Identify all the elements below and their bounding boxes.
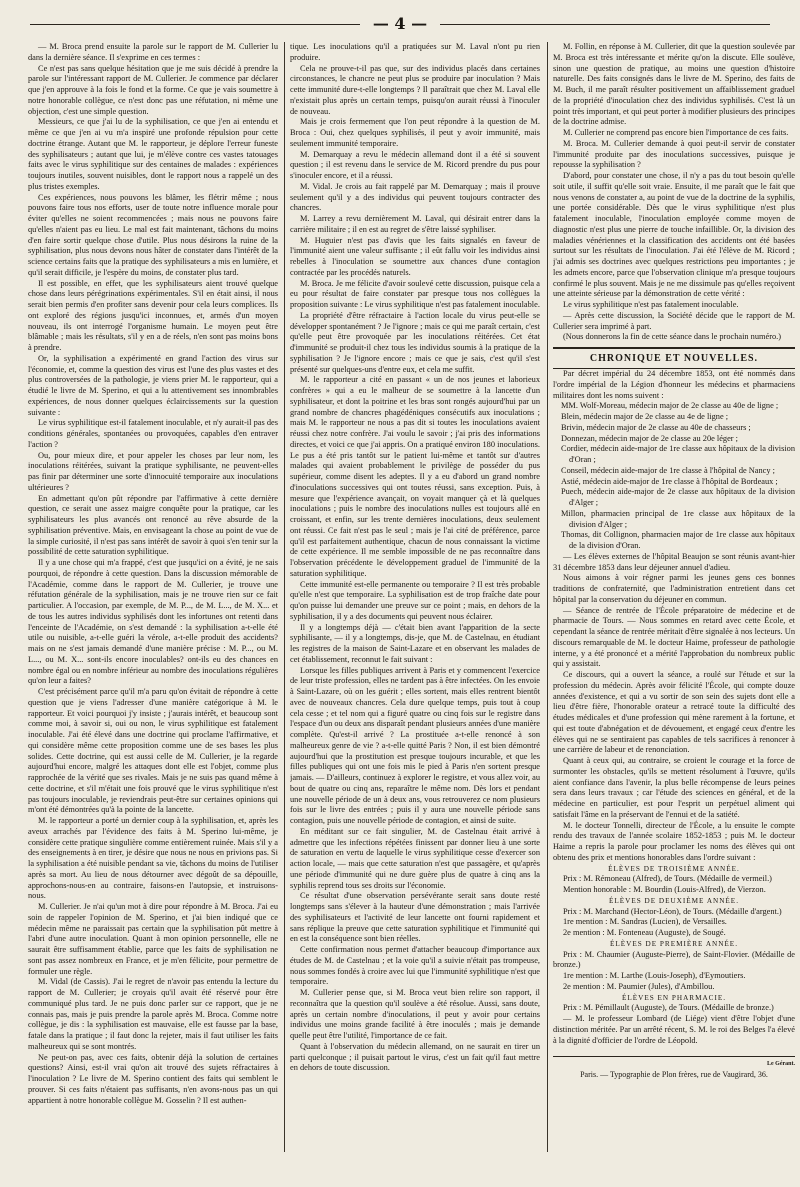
prize-line: 2e mention : M. Paumier (Jules), d'Ambillou.	[563, 981, 715, 991]
paragraph: M. Cullerier. Je n'ai qu'un mot à dire pour répondre à M. Broca. J'ai eu soin de rappeler l'opinion de M. Sperino, et j'ai bien indiqué que ce médecin même ne paraissait pas certain que la syphilisation pût mettre à l'abri d'une autre inoculation. Quant à mon opinion personnelle, elle ne saurait être suffisamment établie, parce que les faits de syphilisation ne sont pas assez nombreux en France, et je m'en félicite, pour permettre de formuler une règle.	[28, 902, 278, 976]
paragraph: Cela ne prouve-t-il pas que, sur des individus placés dans certaines circonstances, le chancre ne peut plus se produire par inoculation ? Mais cette immunité dure-t-elle longtemps ? Il paraîtrait que chez M. Laval elle n'existait plus après un certain temps, puisqu'on aurait réussi à l'inoculer de nouveau.	[290, 63, 540, 116]
list-item: Cordier, médecin aide-major de 1re classe aux hôpitaux de la division d'Oran ;	[561, 444, 795, 464]
paragraph: Ce résultat d'une observation persévérante serait sans doute resté longtemps sans s'élever à la hauteur d'une démonstration ; mais l'arrivée des syphilisateurs et l'activité de leur lancette ont fourni rapidement et sans réplique la preuve que cette saturation syphilitique et l'immunité qui en est la conséquence sont bien réelles.	[290, 891, 540, 944]
list-item: Donnezan, médecin major de 2e classe au 20e léger ;	[561, 433, 738, 443]
paragraph: Par décret impérial du 24 décembre 1853, ont été nommés dans l'ordre impérial de la Légion d'honneur les médecins et pharmaciens militaires dont les noms suivent :	[553, 369, 795, 400]
prize-heading: ÉLÈVES EN PHARMACIE.	[621, 993, 727, 1002]
column-1	[28, 42, 278, 1152]
paragraph: Le virus syphilitique est-il fatalement inoculable, et n'y aurait-il pas des conditions générales, spontanées ou provoquées, capables d'en entraver l'action ?	[28, 418, 278, 449]
paragraph: — Séance de rentrée de l'École préparatoire de médecine et de pharmacie de Tours. — Nous sommes en retard avec cette École, et cependant la séance de rentrée méritait d'être signalée à nos lecteurs. Un discours remarquable de M. le docteur Haime, professeur de pathologie interne, y a été prononcé et a mérité l'approbation du nombreux public qui y assistait.	[553, 605, 795, 669]
paragraph: Mais je crois fermement que l'on peut répondre à la question de M. Broca : Oui, chez quelques syphilisés, il peut y avoir immunité, mais seulement immunité temporaire.	[290, 117, 540, 148]
imprint-gerant: Le Gérant.	[767, 1061, 795, 1068]
prize-line: Prix : M. Marchand (Hector-Léon), de Tours. (Médaille d'argent.)	[563, 906, 782, 916]
paragraph: M. Vidal. Je crois au fait rappelé par M. Demarquay ; mais il prouve seulement qu'il y a des individus qui peuvent toujours contracter des chancres.	[290, 181, 540, 213]
paragraph: (Nous donnerons la fin de cette séance dans le prochain numéro.)	[563, 332, 782, 342]
paragraph: — M. Broca prend ensuite la parole sur le rapport de M. Cullerier lu dans la dernière séance. Il s'exprime en ces termes :	[28, 42, 278, 62]
paragraph: — M. le professeur Lombard (de Liége) vient d'être l'objet d'une distinction méritée. Par un arrêté récent, S. M. le roi des Belges l'a élevé à la dignité d'officier de l'ordre de Léopold.	[553, 1014, 795, 1045]
paragraph: — Les élèves externes de l'hôpital Beaujon se sont réunis avant-hier 31 décembre 1853 dans leur déjeuner annuel d'adieu.	[553, 551, 795, 572]
paragraph: Ces expériences, nous pouvons les blâmer, les flétrir même ; nous pouvons faire tous nos efforts, user de toute notre influence morale pour éviter qu'elles ne soient recommencées ; mais nous ne pouvons faire qu'elles n'aient pas eu lieu. Le mal est fait maintenant, tâchons du moins d'en faire sortir quelque chose d'utile. Plus nous désirons la ruine de la syphilisation, plus nous devons nous hâter de constater dans l'intérêt de la science certains faits que la pratique des syphilisateurs a mis en lumière, et qu'il serait difficile, je l'espère du moins, de constater plus tard.	[28, 192, 278, 277]
paragraph: M. Broca. M. Cullerier demande à quoi peut-il servir de constater l'immunité produite par des inoculations successives, puisque je repousse la syphilisation ?	[553, 138, 795, 170]
list-item: Millon, pharmacien principal de 1re classe aux hôpitaux de la division d'Alger ;	[561, 508, 795, 529]
prize-line: 1re mention : M. Sandras (Lucien), de Versailles.	[563, 917, 727, 927]
paragraph: tique. Les inoculations qu'il a pratiquées sur M. Laval n'ont pu rien produire.	[290, 42, 540, 62]
paragraph: La propriété d'être réfractaire à l'action locale du virus peut-elle se développer spontanément ? Je l'ignore ; mais ce qui me paraît certain, c'est qu'elle peut être provoquée par les inoculations réitérées. Cet état d'immunité se produit-il chez tous les individus soumis à la pratique de la syphilisation ? Je l'ignore encore ; mais ce que je sais, c'est qu'il s'est présenté sur quelques-uns d'entre eux, et cela me suffit.	[290, 310, 540, 374]
paragraph: En admettant qu'on pût répondre par l'affirmative à cette dernière question, ce serait une assez maigre conquête pour la pratique, car les syphilisateurs les plus avancés ont renoncé au rêve absurde de la syphilisation préventive. Mais, en envisageant la chose au point de vue de la simple curiosité, il n'est pas sans intérêt de savoir à quoi s'en tenir sur la possibilité de cette saturation syphilitique.	[28, 493, 278, 557]
paragraph: Ce discours, qui a ouvert la séance, a roulé sur l'étude et sur la profession du médecin. Après avoir félicité l'École, qui compte douze années d'existence, et qui a vu sortir de son sein des sujets dont elle a lieu d'être fière, l'honorable orateur a retracé toute la difficulté des études médicales et d'une profession qui mène rarement à la fortune, et qui est toute d'abnégation et de dévouement, et engagé ceux d'entre les élèves qui ne se sentiraient pas capables de tels sacrifices à renoncer à une carrière de labeur et de renonciation.	[553, 670, 795, 755]
prize-line: 2e mention : M. Fonteneau (Auguste), de Sougé.	[563, 928, 726, 937]
paragraph: Messieurs, ce que j'ai lu de la syphilisation, ce que j'en ai entendu et même ce que j'en ai vu m'a inspiré une profonde répulsion pour cette doctrine étrange. Autant que M. le rapporteur, je déplore l'erreur funeste des syphilisateurs ; autant que lui, je m'élève contre ces vastes tatouages faits avec le virus syphilitique sur des centaines de malades : expériences toujours inutiles, souvent nuisibles, dont le rapport nous a rappelé un des plus tristes exemples.	[28, 117, 278, 191]
paragraph: Ne peut-on pas, avec ces faits, obtenir déjà la solution de certaines questions? Ainsi, est-il vrai qu'on ait trouvé des sujets réfractaires à l'inoculation ? Le livre de M. Sperino contient des faits qui semblent le prouver. Si ces faits n'étaient pas suffisants, n'en avons-nous pas un qui appartient à notre honorable collègue M. Gosselin ? Il est authen-	[28, 1052, 278, 1105]
list-item: Brivin, médecin major de 2e classe au 40e de chasseurs ;	[561, 422, 751, 432]
paragraph: Cette immunité est-elle permanente ou temporaire ? Il est très probable qu'elle n'est que temporaire. La syphilisation est de trop fraîche date pour qu'on puisse lui demander une preuve sur ce point ; mais, en dehors de la syphilisation, il y a des documents qui peuvent nous éclairer.	[290, 579, 540, 621]
list-item: MM. Wolf-Moreau, médecin major de 2e classe au 40e de ligne ;	[561, 401, 779, 411]
paragraph: M. Vidal (de Cassis). J'ai le regret de n'avoir pas entendu la lecture du rapport de M. Cullerier; je croyais qu'il avait été réservé pour être communiqué plus tard. Je ne puis donc parler sur ce rapport, que je ne connais pas, mais je puis prendre la parole après M. Broca. Comme notre collègue, je dis : la syphilisation est mauvaise, elle est fausse par la base, fatale dans la pratique ; il faut donc la rejeter, mais il faut utiliser les faits malheureux qui se sont montrés.	[28, 977, 278, 1051]
paragraph: Il y a une chose qui m'a frappé, c'est que jusqu'ici on a évité, je ne sais pourquoi, de répondre à cette question. Dans la discussion mémorable de l'Académie, comme dans le rapport de M. Cullerier, je trouve une réfutation générale de la syphilisation, mais je ne trouve rien sur ce fait particulier. A l'occasion, par exemple, de M. P..., de M. L..., de M. X... et de tous les autres individus syphilisés dont les infortunes ont retenti dans l'enceinte de l'Académie, on s'est demandé : la syphilisation a-t-elle été utile ou nuisible, a-t-elle guéri la vérole, a-t-elle produit des accidents? mais on ne s'est jamais demandé d'une manière précise : M. P..., ou M. L..., ou M. X... sont-ils encore inoculables? ont-ils eu des chances en nombre égal ou en nombre inférieur au nombre des inoculations régulières qu'on leur a faites?	[28, 558, 278, 686]
paragraph: Nous aimons à voir régner parmi les jeunes gens ces bonnes traditions de confraternité, que l'administration entretient dans cet hôpital par la conservation du déjeuner en commun.	[553, 573, 795, 604]
column-divider	[547, 42, 548, 1152]
paragraph: En méditant sur ce fait singulier, M. de Castelnau était arrivé à admettre que les infections répétées finissent par donner lieu à une sorte de saturation en vertu de laquelle le virus syphilitique cesse d'exercer son action locale, — mais que cette saturation n'est que passagère, et qu'après une période d'immunité qui ne dure guère plus de quatre à cinq ans la syphilis reprend tous ses droits sur l'économie.	[290, 826, 540, 890]
paragraph: M. le rapporteur a cité en passant « un de nos jeunes et laborieux confrères » qui a eu le malheur de se soumettre à la lancette d'un syphilisateur, et dont la poitrine et les bras sont rongés aujourd'hui par un grand nombre de chancres phagédéniques consécutifs aux inoculations ; mais M. le rapporteur ne nous a pas dit si toutes les inoculations avaient réussi chez notre confrère. J'ai voulu le savoir ; j'ai pris des informations directes, et voici ce que j'ai appris. On a pratiqué environ 180 inoculations. Le pus a été pris tantôt sur le patient lui-même et tantôt sur d'autres malades qui avaient probablement le privilège de posséder du pus supérieur, comme disent les adeptes. Il y a eu d'abord un grand nombre d'inoculations successives qui ont toutes réussi, sans exception. Puis, à mesure que l'expérience avançait, on voyait manquer çà et là quelques inoculations ; puis le nombre des inoculations nulles est toujours allé en croissant, et enfin, sur les trente dernières inoculations, deux seulement ont réussi. Ce fait n'est pas le seul ; mais je l'ai cité de préférence, parce qu'il est parfaitement authentique, chacun de nous connaissant la victime de cette expérience. Il me semble impossible de ne pas reconnaître dans l'observation précédente le développement graduel de l'immunité de la saturation syphilitique.	[290, 375, 540, 578]
paragraph: C'est précisément parce qu'il m'a paru qu'on évitait de répondre à cette question que je viens l'adresser d'une manière catégorique à M. le rapporteur. Et voici pourquoi j'y insiste ; j'aurais intérêt, et beaucoup sont comme moi, à savoir si, oui ou non, le virus syphilitique est fatalement inoculable. J'ai été élevé dans une doctrine qui proclame l'affirmative, et qui considère même cette proposition comme une de ses bases les plus solides. Cette doctrine, qui est aussi celle de M. Cullerier, je la regarde aujourd'hui encore, malgré les attaques dont elle est l'objet, comme plus rapprochée de la vérité que ses rivales. Mais je ne suis pas quand même à cette doctrine, et s'il m'était une fois prouvé que le virus syphilitique n'est pas toujours inoculable, je reviendrais peut-être sur certaines opinions qui m'ont été démontrées qu'à la pointe de la lancette.	[28, 687, 278, 815]
paragraph: Lorsque les filles publiques arrivent à Paris et y commencent l'exercice de leur triste profession, elles ne tardent pas à être infectées. On les envoie à Saint-Lazare, où on les guérit ; elles sortent, mais elles rentrent bientôt avec de nouveaux chancres. Cela dure quelque temps, puis tout à coup cela cesse ; et tel nom qui a figuré quatre ou cinq fois sur le registre dans l'espace d'un ou deux ans disparaît pendant plusieurs années d'une manière complète. Qu'est-il arrivé ? La prostituée a-t-elle renoncé à son malheureux genre de vie ? a-t-elle quitté Paris ? Non, il est bien démontré aujourd'hui que la prostitution est presque toujours incurable, et que les filles publiques qui ont une fois mis le pied à Paris n'en sortent presque jamais. — D'ailleurs, continuez à explorer le registre, et vous allez voir, au bout de quatre ou cinq ans, reparaître le même nom. Dès lors et pendant une nouvelle période de un à deux ans, vous retrouverez ce nom plusieurs fois sur le livre des entrées ; puis il y aura une nouvelle période sans contagion, puis une nouvelle période de contagion, et ainsi de suite.	[290, 665, 540, 825]
list-item: Blein, médecin major de 2e classe au 4e de ligne ;	[561, 412, 729, 421]
header-rule-right	[440, 24, 770, 25]
prize-heading: ÉLÈVES DE DEUXIÈME ANNÉE.	[608, 896, 739, 905]
paragraph: Le virus syphilitique n'est pas fatalement inoculable.	[563, 300, 739, 309]
paragraph: D'abord, pour constater une chose, il n'y a pas du tout besoin qu'elle soit utile, il suffit qu'elle soit vraie. Ensuite, il me paraît que le fait que nous venons de constater a, au point de vue de la doctrine de la syphilis, une portée considérable. Dès que le virus syphilitique n'est plus fatalement inoculable, l'inoculation employée comme moyen de diagnostic n'est plus une pierre de touche infaillible. Or, la division des maladies vénériennes et la classification des accidents ont été basées surtout sur les résultats de l'inoculation. J'ai été l'élève de M. Ricord ; j'ai admis ses doctrines avec quelques restrictions peu importantes ; je les admets encore, parce que l'observation clinique m'a presque toujours confirmé le plus souvent. Mais je ne me dissimule pas qu'elles reçoivent une atteinte sérieuse par la démonstration de cette vérité :	[553, 171, 795, 299]
paragraph: M. Larrey a revu dernièrement M. Laval, qui désirait entrer dans la carrière militaire ; il en est au regret de s'être laissé syphiliser.	[290, 214, 540, 234]
column-2	[290, 42, 540, 1152]
list-item: Puech, médecin aide-major de 2e classe aux hôpitaux de la division d'Alger ;	[561, 487, 795, 507]
list-item: Astié, médecin aide-major de 1re classe à l'hôpital de Bordeaux ;	[561, 476, 778, 486]
list-item: Thomas, dit Collignon, pharmacien major de 1re classe aux hôpitaux de la division d'Oran.	[561, 530, 795, 550]
paragraph: Il est possible, en effet, que les syphilisateurs aient trouvé quelque chose dans leurs pérégrinations expérimentales. S'il en était ainsi, il nous serait bien permis d'en profiter sans devenir pour cela leurs complices. Ils ont exploré des régions jusqu'ici inconnues, et, armés d'un moyen nouveau, ils ont interrogé l'organisme humain. Le moyen peut être blâmable ; mais les résultats, s'il y en a de réels, n'en sont pas moins bons à prendre.	[28, 278, 278, 352]
paragraph: Quant à l'observation du médecin allemand, on ne saurait en tirer un parti quelconque ; il puisait partout le virus, c'est un fait qu'il faut mettre en dehors de toute discussion.	[290, 1041, 540, 1073]
section-title: CHRONIQUE ET NOUVELLES.	[589, 353, 759, 364]
list-item: Conseil, médecin aide-major de 1re classe à l'hôpital de Nancy ;	[561, 465, 775, 475]
paragraph: Il y a longtemps déjà — c'était bien avant l'apparition de la secte syphilisante, — il y a longtemps, dis-je, que M. de Castelnau, en étudiant les registres de la maison de Saint-Lazare et en observant les malades de cet établissement, reconnut le fait suivant :	[290, 622, 540, 664]
paragraph: Ce n'est pas sans quelque hésitation que je me suis décidé à prendre la parole sur l'intéressant rapport de M. Cullerier. Je commence par déclarer que j'en approuve à la fois le fond et la forme. Ce que je vais soumettre à notre honorable collègue, ce n'est donc pas une réfutation, ni même une objection, c'est une simple question.	[28, 63, 278, 116]
prize-heading: ÉLÈVES DE TROISIÈME ANNÉE.	[608, 864, 740, 873]
paragraph: M. le docteur Tonnelli, directeur de l'École, a lu ensuite le compte rendu des travaux de l'année scolaire 1852-1853 ; puis M. le docteur Haime a repris la parole pour proclamer les noms des élèves qui ont obtenu des prix et mentions honorables dans l'ordre suivant :	[553, 820, 795, 862]
prize-line: 1re mention : M. Larthe (Louis-Joseph), d'Eymoutiers.	[563, 971, 746, 980]
section-heading-box	[553, 347, 795, 369]
column-divider	[284, 42, 285, 1152]
paragraph: M. Follin, en réponse à M. Cullerier, dit que la question soulevée par M. Broca est très intéressante et mérite qu'on la discute. Elle soulève, sinon une question de pratique, au moins une question d'histoire naturelle. Des faits consignés dans le livre de M. Sperino, des faits de M. Buch, il me paraît résulter positivement un affaiblissement graduel de la propriété d'inoculation chez des individus syphilisés. C'est là un point très important, et qui peut porter à modifier plusieurs des principes de la doctrine admise.	[553, 42, 795, 127]
paragraph: M. Cullerier pense que, si M. Broca veut bien relire son rapport, il reconnaîtra que la question qu'il soulève a été résolue. Aussi, sans doute, après un certain nombre d'inoculations, il peut y avoir pour certains individus une moins grande facilité à être inoculés ; mais je demande quelle peut être l'utilité, l'importance de ce fait.	[290, 988, 540, 1040]
paragraph: Ou, pour mieux dire, et pour appeler les choses par leur nom, les inoculations réitérées, suivant la pratique syphilisante, ne peuvent-elles pas finir par déterminer une sorte d'innocuité temporaire aux inoculations ultérieures ?	[28, 450, 278, 492]
paragraph: M. le rapporteur a porté un dernier coup à la syphilisation, et, après les aveux arrachés par l'évidence des faits à M. Sperino lui-même, je considère cette pratique singulière comme entièrement ruinée. Mais s'il y a des enseignements à en tirer, je désire que nous ne nous en privions pas. Si la syphilisation a été nuisible pendant sa vie, tâchons du moins de l'utiliser après sa mort. Au lieu de nous détourner avec dégoût de sa dépouille, approchons-nous-en au contraire, faisons-en l'autopsie, et instruisons-nous.	[28, 816, 278, 901]
prize-heading: ÉLÈVES DE PREMIÈRE ANNÉE.	[609, 939, 738, 948]
paragraph: Quant à ceux qui, au contraire, se croient le courage et la force de surmonter les obstacles, qu'ils se mettent résolument à l'œuvre, qu'ils aient confiance dans l'avenir, la plus belle récompense de leurs peines sera dans leurs travaux ; car l'étude des sciences en général, et de la médecine en particulier, est pour l'esprit un perpétuel aliment qui satisfait l'âme en la préservant de l'ennui et de la satiété.	[553, 756, 795, 819]
imprint	[553, 1056, 795, 1081]
prize-line: Prix : M. Chaumier (Auguste-Pierre), de Saint-Flovier. (Médaille de bronze.)	[553, 949, 795, 970]
column-3	[553, 42, 795, 1152]
prize-line: Prix : M. Pémillault (Auguste), de Tours. (Médaille de bronze.)	[563, 1003, 774, 1013]
paragraph: — Après cette discussion, la Société décide que le rapport de M. Cullerier sera imprimé à part.	[553, 310, 795, 331]
imprint-text: Paris. — Typographie de Plon frères, rue de Vaugirard, 36.	[580, 1070, 768, 1079]
page-header	[30, 14, 770, 34]
paragraph: Or, la syphilisation a expérimenté en grand l'action des virus sur l'économie, et, comme la question des virus est l'une des plus vastes et des plus controversées de la pathologie, je viens prier M. le rapporteur, qui a étudié le livre de M. Sperino, et qui a lu attentivement ses innombrables expériences, de nous donner quelques éclaircissements sur la question suivante :	[28, 353, 278, 417]
paragraph: M. Huguier n'est pas d'avis que les faits signalés en faveur de l'immunité aient une valeur suffisante ; il eût fallu voir les individus ainsi rebelles à l'inoculation se soumettre aux chances d'une contagion contractée par les procédés naturels.	[290, 235, 540, 277]
decree-list	[553, 401, 795, 552]
paragraph: Cette confirmation nous permet d'attacher beaucoup d'importance aux études de M. de Castelnau ; et la voie qu'il a suivie n'était pas trompeuse, nous sommes fondés à croire avec lui que l'immunité syphilitique n'est que temporaire.	[290, 945, 540, 987]
page-number: — 4 —	[372, 14, 428, 33]
paragraph: M. Broca. Je me félicite d'avoir soulevé cette discussion, puisque cela a eu pour résultat de faire constater par presque tous nos collègues la proposition suivante : Le virus syphilitique n'est pas fatalement inoculable.	[290, 278, 540, 309]
prize-line: Mention honorable : M. Bourdin (Louis-Alfred), de Vierzon.	[563, 885, 766, 894]
paragraph: M. Cullerier ne comprend pas encore bien l'importance de ces faits.	[563, 128, 789, 137]
prize-line: Prix : M. Rémoneau (Alfred), de Tours. (Médaille de vermeil.)	[563, 874, 772, 884]
paragraph: M. Demarquay a revu le médecin allemand dont il a été si souvent question ; il est revenu dans le service de M. Ricord prendre du pus pour s'inoculer encore, et il a réussi.	[290, 149, 540, 180]
